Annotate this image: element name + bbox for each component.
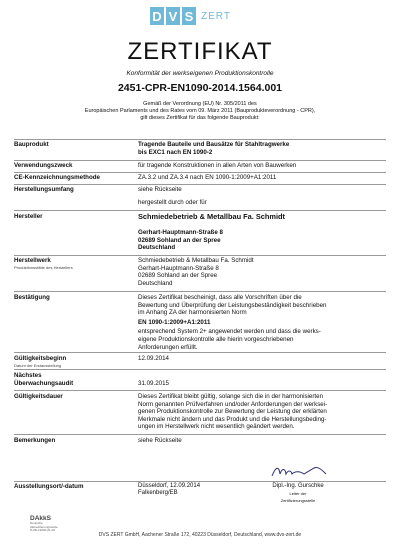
value-line: Dieses Zertifikat bleibt gültig, solange sich die in der harmonisierten: [138, 393, 324, 400]
value-bestaetigung: [138, 294, 386, 351]
value-line: Gerhart-Hauptmann-Straße 8: [138, 264, 219, 272]
legal-basis: [40, 101, 360, 122]
signatory: [248, 483, 348, 504]
value-line: im Anhang ZA der harmonisierten Norm: [138, 309, 247, 317]
label-text: Gültigkeitsbeginn: [14, 355, 67, 362]
value-gueltigkeitsbeginn: 12.09.2014: [138, 355, 169, 362]
signatory-name: Dipl.-Ing. Gurschke: [272, 483, 324, 489]
value-verwendungszweck: für tragende Konstruktionen in allen Arten von Bauwerken: [138, 162, 297, 169]
label-hersteller: Hersteller: [14, 213, 43, 220]
dvs-zert-logo: [150, 4, 231, 28]
dakks-name: DAkkS: [30, 515, 51, 522]
value-herstellungsumfang: siehe Rückseite: [138, 186, 182, 193]
divider: [14, 390, 386, 391]
label-herstellungsumfang: Herstellungsumfang: [14, 186, 74, 193]
label-line: Überwachungsaudit: [14, 379, 74, 387]
value-line: genen Produktionskontrolle zur Bewertung der Leistung der erklärten: [138, 408, 327, 416]
dakks-line: D-ZE-19000-01-00: [30, 528, 56, 533]
value-line: bis EXC1 nach EN 1090-2: [138, 148, 213, 156]
label-small: Datum der Erstausstellung: [14, 362, 62, 368]
dakks-line: Akkreditierungsstelle: [30, 524, 58, 529]
divider: [14, 352, 386, 353]
logo-suffix: ZERT: [201, 10, 231, 22]
dakks-line: Deutsche: [30, 521, 43, 525]
label-gueltigkeitsbeginn: [14, 355, 132, 368]
divider: [14, 434, 386, 435]
value-ce: ZA.3.2 und ZA.3.4 nach EN 1090-1:2009+A1:2011: [138, 174, 277, 181]
value-line: Norm genannten Prüfverfahren und/oder Anforderungen der werksei-: [138, 400, 328, 408]
value-bauprodukt: [138, 141, 386, 156]
divider: [14, 291, 386, 292]
label-line: Nächstes: [14, 372, 42, 379]
divider: [14, 172, 386, 173]
document-title: ZERTIFIKAT: [127, 38, 273, 65]
address-line: 02689 Sohland an der Spree: [138, 236, 221, 244]
address-line: Deutschland: [138, 244, 176, 252]
legal-line: Gemäß der Verordnung (EU) Nr. 305/2011 des: [143, 101, 257, 107]
value-ausstellung: [138, 483, 200, 497]
value-line: eigene Produktionskontrolle alle hierin vorgeschriebenen: [138, 335, 294, 343]
logo-letter-s: S: [182, 7, 196, 25]
row-bauprodukt: [14, 141, 386, 159]
value-herstellwerk: [138, 257, 386, 287]
divider: [14, 210, 386, 211]
label-naechstes-audit: [14, 372, 132, 387]
label-bauprodukt: Bauprodukt: [14, 141, 49, 148]
value-line: 02689 Sohland an der Spree: [138, 272, 218, 280]
label-verwendungszweck: Verwendungszweck: [14, 162, 73, 169]
norm-reference: EN 1090-1:2009+A1:2011: [138, 318, 211, 326]
value-line: Merkmale nicht ändern und das Produkt und die Herstellungsbeding-: [138, 415, 327, 423]
value-line: Düsseldorf, 12.09.2014: [138, 483, 201, 489]
divider: [14, 184, 386, 185]
signatory-role: Leiter der: [289, 491, 307, 496]
value-line: ungen im Herstellwerk nicht wesentlich geändert werden.: [138, 423, 295, 431]
label-herstellwerk: [14, 257, 132, 270]
value-line: Deutschland: [138, 279, 173, 287]
signature-icon: [270, 462, 330, 480]
label-text: Herstellwerk: [14, 257, 51, 264]
legal-line: Europäischen Parlaments und des Rates vom 09. März 2011 (Bauprodukteverordnung - CPR),: [84, 108, 316, 114]
logo-letter-d: D: [150, 7, 164, 25]
label-gueltigkeitsdauer: Gültigkeitsdauer: [14, 393, 63, 400]
value-line: entsprechend System 2+ angewendet werden und dass die werks-: [138, 328, 321, 336]
value-line: Dieses Zertifikat bescheinigt, dass alle Vorschriften über die: [138, 294, 302, 301]
divider: [14, 255, 386, 256]
document-subtitle: Konformität der werkseigenen Produktionskontrolle: [126, 70, 274, 77]
value-line: Anforderungen erfüllt.: [138, 343, 198, 351]
value-hergestellt: hergestellt durch oder für: [138, 199, 207, 206]
label-ce: CE-Kennzeichnungsmethode: [14, 174, 100, 181]
value-line: Tragende Bauteile und Bausätze für Stahltragwerke: [138, 141, 290, 148]
label-bestaetigung: Bestätigung: [14, 294, 50, 301]
label-small: Produktionsstätte des Herstellers: [14, 264, 73, 270]
value-bemerkungen: siehe Rückseite: [138, 437, 182, 444]
certificate-number: 2451-CPR-EN1090-2014.1564.001: [117, 82, 283, 94]
dakks-logo: [30, 515, 64, 543]
divider: [14, 369, 386, 370]
value-address: [138, 229, 386, 252]
value-hersteller: Schmiedebetrieb & Metallbau Fa. Schmidt: [138, 212, 286, 221]
footer-address: DVS ZERT GmbH, Aachener Straße 172, 40223 Düsseldorf, Deutschland, www.dvs-zert.de: [98, 532, 302, 538]
address-line: Gerhart-Hauptmann-Straße 8: [138, 229, 223, 236]
value-line: Schmiedebetrieb & Metallbau Fa. Schmidt: [138, 257, 254, 264]
value-line: Bewertung und Überprüfung der Leistungsbeständigkeit beschrieben: [138, 301, 327, 309]
label-ausstellung: Ausstellungsort/-datum: [14, 483, 84, 490]
legal-line: gilt dieses Zertifikat für das folgende Bauprodukt:: [140, 115, 260, 121]
signatory-role: Zertifizierungsstelle: [280, 498, 316, 503]
logo-letter-v: V: [166, 7, 180, 25]
value-naechstes-audit: 31.09.2015: [138, 379, 169, 387]
value-line: Falkenberg/EB: [138, 490, 178, 496]
value-gueltigkeitsdauer: [138, 393, 386, 431]
label-bemerkungen: Bemerkungen: [14, 437, 56, 444]
divider: [14, 139, 386, 140]
divider: [14, 481, 386, 482]
divider: [14, 160, 386, 161]
